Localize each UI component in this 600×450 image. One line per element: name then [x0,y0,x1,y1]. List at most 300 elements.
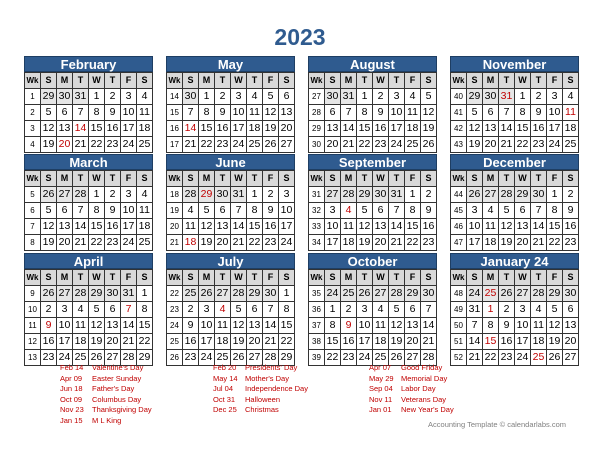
day-cell: 9 [105,105,121,121]
day-cell: 29 [89,286,105,302]
holiday-item [213,384,308,395]
week-row [25,318,153,334]
day-cell: 10 [231,105,247,121]
day-cell: 16 [183,334,199,350]
day-cell: 10 [121,105,137,121]
day-cell: 28 [499,187,515,203]
day-cell: 11 [531,318,547,334]
day-cell: 8 [547,203,563,219]
weekday-header: S [279,73,295,89]
holiday-name: Labor Day [401,384,436,393]
weekday-header-row [309,73,437,89]
holiday-date: May 29 [369,373,394,383]
day-cell: 1 [405,187,421,203]
weekday-header: T [499,73,515,89]
day-cell: 14 [531,219,547,235]
day-cell: 22 [279,334,295,350]
holiday-name: Memorial Day [401,373,448,383]
day-cell: 3 [231,89,247,105]
day-cell: 24 [325,286,341,302]
week-number: 44 [451,187,467,203]
weekday-header: F [263,73,279,89]
day-cell: 18 [247,121,263,137]
week-number: 38 [309,334,325,350]
week-row [451,89,579,105]
day-cell: 14 [263,318,279,334]
day-cell: 26 [89,350,105,366]
day-cell: 3 [325,203,341,219]
day-cell: 19 [263,121,279,137]
day-cell: 25 [247,137,263,153]
day-cell: 4 [215,302,231,318]
day-cell: 14 [467,334,483,350]
day-cell: 10 [57,318,73,334]
day-cell: 24 [121,235,137,251]
day-cell: 26 [357,286,373,302]
holiday-item [60,363,152,374]
day-cell: 27 [483,187,499,203]
day-cell: 8 [405,203,421,219]
day-cell: 12 [89,318,105,334]
day-cell: 4 [73,302,89,318]
weekday-header: T [105,171,121,187]
week-number-header: Wk [167,270,183,286]
week-number: 45 [451,203,467,219]
holiday-date: Apr 09 [60,373,83,383]
day-cell: 12 [231,318,247,334]
weekday-header-row [167,73,295,89]
day-cell: 6 [215,203,231,219]
day-cell: 3 [547,89,563,105]
day-cell: 21 [531,235,547,251]
day-cell: 18 [183,235,199,251]
day-cell: 22 [137,334,153,350]
day-cell: 27 [325,187,341,203]
day-cell: 12 [499,219,515,235]
day-cell: 5 [89,302,105,318]
day-cell: 10 [325,219,341,235]
day-cell: 12 [357,219,373,235]
day-cell: 26 [231,350,247,366]
week-number: 1 [25,89,41,105]
day-cell: 1 [357,89,373,105]
day-cell: 12 [421,105,437,121]
day-cell: 7 [389,203,405,219]
week-number-header: Wk [309,171,325,187]
day-cell: 22 [247,235,263,251]
day-cell: 4 [531,302,547,318]
day-cell: 30 [325,89,341,105]
day-cell: 19 [421,121,437,137]
week-row [451,286,579,302]
weekday-header: S [325,73,341,89]
day-cell: 15 [325,334,341,350]
week-row [167,137,295,153]
month-table [166,72,295,153]
day-cell: 15 [515,121,531,137]
day-cell: 23 [183,350,199,366]
day-cell: 24 [279,235,295,251]
day-cell: 10 [547,105,563,121]
day-cell: 4 [137,187,153,203]
day-cell: 26 [499,286,515,302]
week-number: 15 [167,105,183,121]
day-cell: 5 [499,203,515,219]
month-name: January 24 [450,253,579,269]
day-cell: 25 [341,286,357,302]
day-cell: 11 [215,318,231,334]
day-cell: 19 [389,334,405,350]
day-cell: 30 [215,187,231,203]
holiday-item [213,374,308,385]
day-cell: 9 [105,203,121,219]
day-cell: 21 [231,235,247,251]
day-cell: 2 [215,89,231,105]
day-cell: 9 [183,318,199,334]
calendar-title: 2023 [274,24,326,50]
day-cell: 16 [373,121,389,137]
day-cell: 20 [215,235,231,251]
day-cell: 24 [547,137,563,153]
weekday-header: S [41,171,57,187]
day-cell: 5 [467,105,483,121]
week-row [25,137,153,153]
weekday-header: F [547,270,563,286]
month-name: February [24,56,153,72]
weekday-header: T [73,171,89,187]
day-cell: 24 [57,350,73,366]
week-number: 30 [309,137,325,153]
week-number: 40 [451,89,467,105]
week-row [309,219,437,235]
weekday-header: F [263,270,279,286]
week-number: 8 [25,235,41,251]
week-number: 33 [309,219,325,235]
day-cell: 22 [325,350,341,366]
day-cell: 5 [231,302,247,318]
day-cell: 19 [547,334,563,350]
weekday-header-row [25,270,153,286]
week-number: 24 [167,318,183,334]
weekday-header: S [183,73,199,89]
weekday-header: M [341,270,357,286]
day-cell: 20 [405,334,421,350]
day-cell: 4 [341,203,357,219]
week-row [451,137,579,153]
day-cell: 7 [121,302,137,318]
weekday-header: T [73,270,89,286]
weekday-header: M [483,171,499,187]
weekday-header: M [199,171,215,187]
week-number: 18 [167,187,183,203]
day-cell: 19 [499,235,515,251]
week-number-header: Wk [451,270,467,286]
week-row [451,235,579,251]
day-cell: 7 [421,302,437,318]
day-cell: 1 [279,286,295,302]
day-cell: 13 [483,121,499,137]
week-number: 11 [25,318,41,334]
day-cell: 30 [263,286,279,302]
day-cell: 30 [373,187,389,203]
day-cell: 4 [373,302,389,318]
day-cell: 15 [137,318,153,334]
week-number: 37 [309,318,325,334]
holiday-date: Jan 15 [60,415,83,425]
day-cell: 20 [563,334,579,350]
weekday-header-row [167,270,295,286]
day-cell: 23 [105,137,121,153]
day-cell: 20 [483,137,499,153]
month-name: July [166,253,295,269]
week-row [167,318,295,334]
day-cell: 1 [89,187,105,203]
day-cell: 2 [499,302,515,318]
week-number: 17 [167,137,183,153]
week-row [167,286,295,302]
day-cell: 28 [341,187,357,203]
week-row [451,187,579,203]
day-cell: 13 [105,318,121,334]
week-row [451,219,579,235]
weekday-header: W [515,73,531,89]
day-cell: 11 [137,105,153,121]
day-cell: 5 [263,89,279,105]
holiday-date: Nov 23 [60,405,84,414]
weekday-header: F [547,171,563,187]
day-cell: 28 [263,350,279,366]
weekday-header: W [89,171,105,187]
day-cell: 11 [405,105,421,121]
weekday-header: M [341,171,357,187]
day-cell: 2 [41,302,57,318]
month-block [308,154,437,251]
weekday-header: T [215,73,231,89]
day-cell: 2 [105,89,121,105]
week-number-header: Wk [25,171,41,187]
holiday-item [60,384,152,395]
holiday-column [369,363,454,416]
weekday-header: S [467,171,483,187]
day-cell: 24 [199,350,215,366]
week-number: 48 [451,286,467,302]
day-cell: 28 [183,187,199,203]
day-cell: 6 [57,105,73,121]
holiday-date: Jan 01 [369,405,392,414]
day-cell: 18 [531,334,547,350]
day-cell: 11 [483,219,499,235]
weekday-header: W [515,270,531,286]
day-cell: 16 [531,121,547,137]
week-number: 27 [309,89,325,105]
day-cell: 23 [531,137,547,153]
day-cell: 11 [563,105,579,121]
day-cell: 14 [231,219,247,235]
day-cell: 2 [183,302,199,318]
day-cell: 12 [41,219,57,235]
week-row [167,121,295,137]
weekday-header: S [421,171,437,187]
weekday-header: S [183,171,199,187]
week-number: 35 [309,286,325,302]
day-cell: 29 [41,89,57,105]
month-name: November [450,56,579,72]
holiday-item [213,395,308,406]
day-cell: 15 [89,219,105,235]
day-cell: 11 [373,318,389,334]
weekday-header: F [547,73,563,89]
day-cell: 24 [515,350,531,366]
day-cell: 29 [515,187,531,203]
day-cell: 27 [279,137,295,153]
weekday-header: T [357,270,373,286]
week-number-header: Wk [451,73,467,89]
day-cell: 14 [73,121,89,137]
day-cell: 16 [105,121,121,137]
day-cell: 2 [105,187,121,203]
holiday-item [213,363,308,374]
week-number: 46 [451,219,467,235]
holiday-date: Jul 04 [213,384,234,393]
day-cell: 10 [515,318,531,334]
weekday-header: S [467,270,483,286]
day-cell: 9 [341,318,357,334]
weekday-header-row [25,73,153,89]
week-number: 47 [451,235,467,251]
day-cell: 22 [515,137,531,153]
day-cell: 9 [531,105,547,121]
month-block [166,56,295,153]
day-cell: 8 [483,318,499,334]
day-cell: 27 [57,286,73,302]
holiday-name: Columbus Day [92,394,142,404]
holiday-name: Christmas [245,405,279,414]
month-name: September [308,154,437,170]
day-cell: 12 [389,318,405,334]
day-cell: 13 [325,121,341,137]
week-row [167,187,295,203]
day-cell: 2 [563,187,579,203]
day-cell: 27 [57,187,73,203]
day-cell: 27 [105,350,121,366]
day-cell: 30 [105,286,121,302]
holiday-item [60,416,152,427]
month-name: October [308,253,437,269]
week-number: 14 [167,89,183,105]
day-cell: 28 [73,187,89,203]
week-number-header: Wk [25,270,41,286]
day-cell: 7 [183,105,199,121]
day-cell: 28 [73,286,89,302]
day-cell: 9 [373,105,389,121]
month-name: March [24,154,153,170]
day-cell: 25 [563,137,579,153]
day-cell: 17 [199,334,215,350]
day-cell: 26 [389,350,405,366]
day-cell: 24 [467,286,483,302]
day-cell: 25 [215,350,231,366]
day-cell: 15 [247,219,263,235]
day-cell: 27 [405,350,421,366]
weekday-header: M [199,270,215,286]
day-cell: 17 [279,219,295,235]
day-cell: 13 [373,219,389,235]
day-cell: 19 [357,235,373,251]
month-table [450,269,579,366]
weekday-header: M [341,73,357,89]
day-cell: 4 [247,89,263,105]
day-cell: 20 [515,235,531,251]
day-cell: 15 [279,318,295,334]
day-cell: 9 [263,203,279,219]
holiday-date: Jun 18 [60,384,83,393]
week-number: 9 [25,286,41,302]
weekday-header: F [263,171,279,187]
day-cell: 25 [531,350,547,366]
day-cell: 1 [89,89,105,105]
day-cell: 17 [121,121,137,137]
weekday-header: T [215,270,231,286]
day-cell: 1 [325,302,341,318]
weekday-header: F [405,73,421,89]
holiday-date: Nov 11 [369,394,393,404]
holiday-name: Valentine's Day [92,363,144,372]
holiday-name: Halloween [245,394,281,404]
week-number: 23 [167,302,183,318]
day-cell: 27 [373,286,389,302]
day-cell: 18 [341,235,357,251]
week-number: 20 [167,219,183,235]
day-cell: 8 [357,105,373,121]
day-cell: 9 [563,203,579,219]
holiday-name: Thanksgiving Day [92,405,152,414]
weekday-header: T [215,171,231,187]
weekday-header: M [483,73,499,89]
weekday-header: M [199,73,215,89]
day-cell: 5 [547,302,563,318]
week-row [167,302,295,318]
month-block [166,253,295,366]
weekday-header: W [373,73,389,89]
day-cell: 26 [421,137,437,153]
day-cell: 27 [247,350,263,366]
week-number: 22 [167,286,183,302]
day-cell: 14 [183,121,199,137]
week-number: 36 [309,302,325,318]
day-cell: 6 [57,203,73,219]
month-name: June [166,154,295,170]
day-cell: 27 [563,350,579,366]
day-cell: 21 [73,235,89,251]
day-cell: 13 [405,318,421,334]
day-cell: 20 [247,334,263,350]
day-cell: 12 [199,219,215,235]
weekday-header: M [483,270,499,286]
day-cell: 18 [483,235,499,251]
day-cell: 21 [389,235,405,251]
day-cell: 28 [231,286,247,302]
month-block [308,253,437,366]
month-table [24,269,153,366]
day-cell: 22 [357,137,373,153]
day-cell: 8 [199,105,215,121]
day-cell: 26 [41,286,57,302]
day-cell: 7 [467,318,483,334]
week-number: 43 [451,137,467,153]
week-row [451,121,579,137]
weekday-header: W [373,270,389,286]
day-cell: 17 [121,219,137,235]
